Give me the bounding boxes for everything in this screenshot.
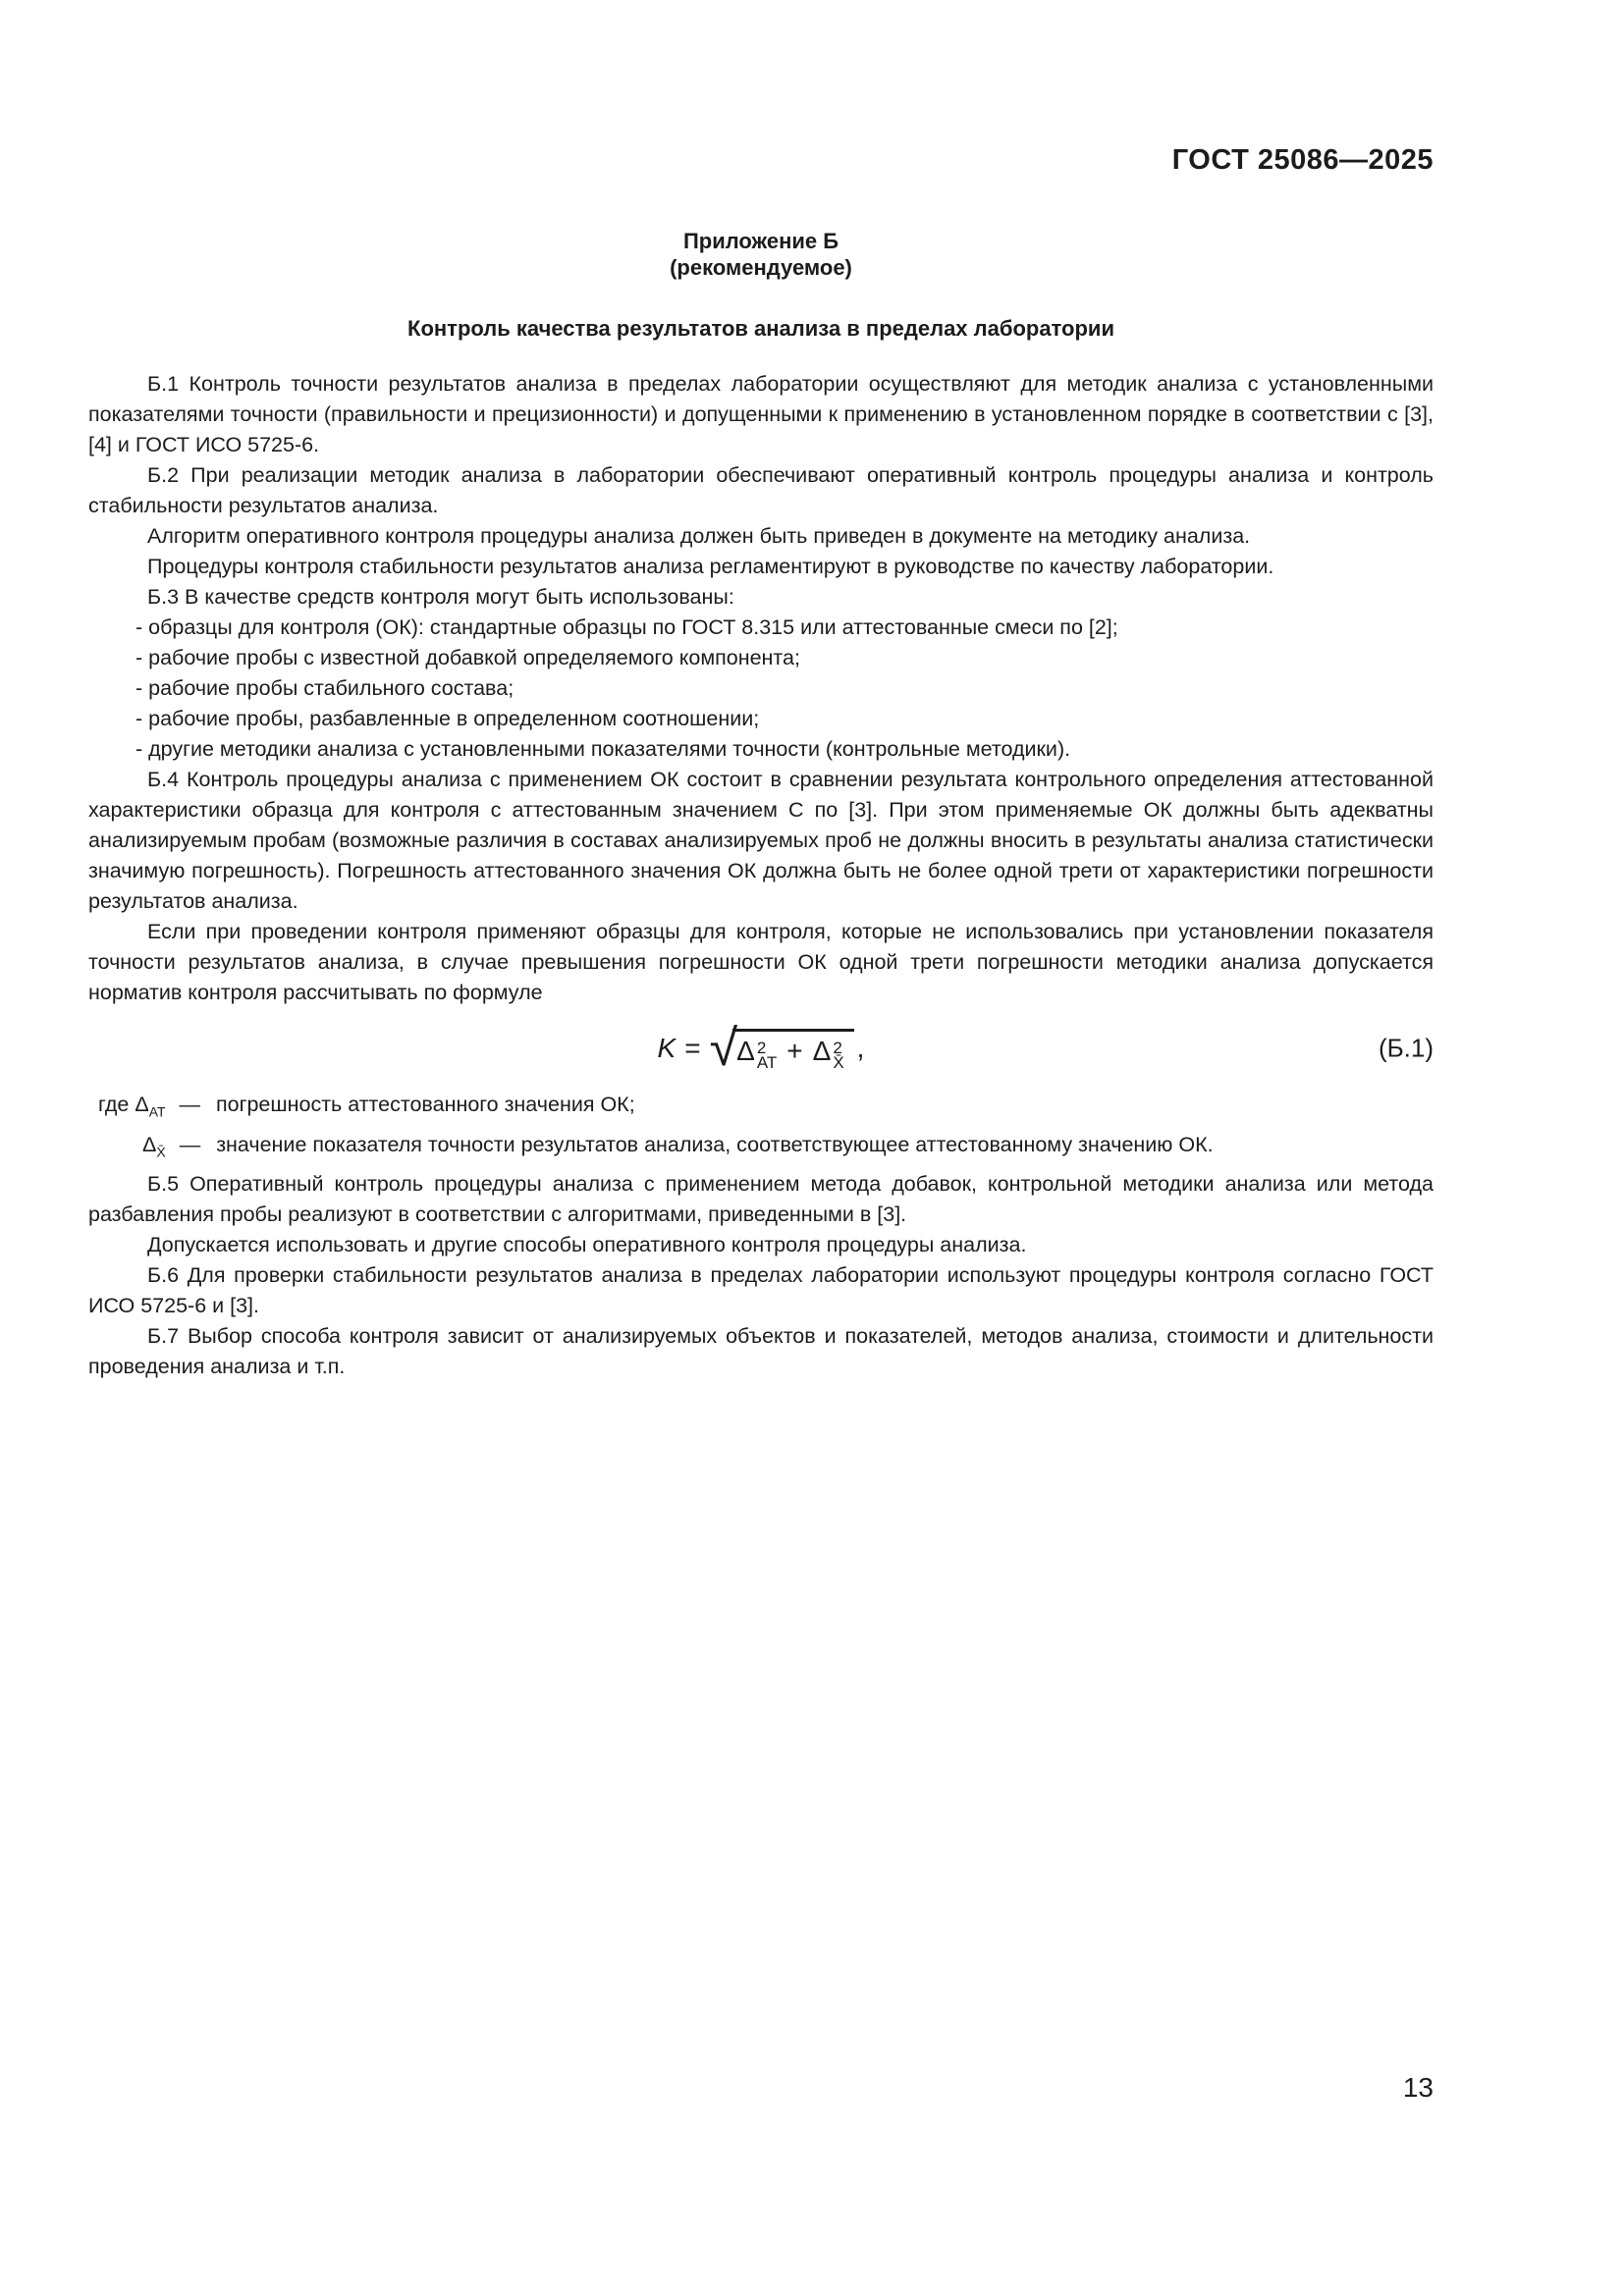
term-sup-sub	[833, 1038, 844, 1072]
list-item: - рабочие пробы стабильного состава;	[135, 676, 514, 700]
list-item: - образцы для контроля (ОК): стандартные образцы по ГОСТ 8.315 или аттестованные смеси по [2];	[135, 615, 1118, 639]
equals-sign: =	[684, 1032, 701, 1063]
paragraph-b1: Б.1 Контроль точности результатов анализа в пределах лаборатории осуществляют для методик анализа с установленными показателями точности (правильности и прецизионности) и допущенными к применению в установленном порядке в соответствии с [3], [4] и ГОСТ ИСО 5725-6.	[88, 372, 1434, 456]
definition-dash: —	[179, 1133, 201, 1157]
definition-text: погрешность аттестованного значения ОК;	[216, 1093, 635, 1116]
formula-comma: ,	[856, 1032, 865, 1063]
formula-number: (Б.1)	[1378, 1033, 1434, 1062]
definition-dash: —	[179, 1093, 201, 1116]
appendix-heading	[88, 228, 1434, 281]
paragraph-b5: Б.5 Оперативный контроль процедуры анализа с применением метода добавок, контрольной методики анализа или метода разбавления пробы реализуют в соответствии с алгоритмами, приведенными в [3].	[88, 1171, 1434, 1226]
radical-sign: √	[709, 1019, 738, 1077]
definition-text: значение показателя точности результатов анализа, соответствующее аттестованному значению ОК.	[216, 1133, 1214, 1157]
superscript-2: 2	[833, 1038, 842, 1057]
subscript-xbar: X̄	[156, 1144, 166, 1160]
appendix-label: Приложение Б	[682, 229, 839, 253]
definition-symbol	[135, 1093, 166, 1120]
paragraph-b3: Б.3 В качестве средств контроля могут быть использованы:	[147, 585, 734, 609]
superscript-2: 2	[756, 1038, 767, 1057]
page-number: 13	[1402, 2072, 1434, 2103]
square-root	[709, 1019, 854, 1077]
definition-line	[88, 1128, 1434, 1168]
delta-symbol: Δ	[812, 1035, 832, 1066]
radicand	[732, 1029, 854, 1072]
term-sup-sub	[756, 1038, 778, 1072]
body-text	[88, 369, 1434, 1382]
paragraph-algorithm: Алгоритм оперативного контроля процедуры анализа должен быть приведен в документе на методику анализа.	[147, 524, 1251, 548]
subscript-at: АТ	[756, 1052, 778, 1072]
formula-term-xbar	[812, 1035, 844, 1072]
formula-variable-k: K	[657, 1032, 677, 1063]
formula-block	[88, 1008, 1434, 1088]
running-header: ГОСТ 25086—2025	[1171, 144, 1434, 176]
appendix-type: (рекомендуемое)	[670, 255, 852, 280]
formula-term-at	[736, 1035, 778, 1072]
paragraph-b6: Б.6 Для проверки стабильности результатов анализа в пределах лаборатории используют процедуры контроля согласно ГОСТ ИСО 5725-6 и [3].	[88, 1262, 1434, 1317]
where-label: где	[98, 1093, 130, 1116]
subscript-at: АТ	[148, 1103, 166, 1120]
paragraph-b4: Б.4 Контроль процедуры анализа с применением ОК состоит в сравнении результата контрольного определения аттестованной характеристики образца для контроля с аттестованным значением С по [3]. При этом применяемые ОК должны быть адекватны анализируемым пробам (возможные различия в составах анализируемых проб не должны вносить в результаты анализа статистически значимую погрешность). Погрешность аттестованного значения ОК должна быть не более одной трети от характеристики погрешности результатов анализа.	[88, 768, 1434, 913]
paragraph-b7: Б.7 Выбор способа контроля зависит от анализируемых объектов и показателей, методов анализа, стоимости и длительности проведения анализа и т.п.	[88, 1323, 1434, 1378]
control-means-list	[88, 613, 1434, 765]
definition-line	[88, 1088, 1434, 1128]
paragraph-if-condition: Если при проведении контроля применяют образцы для контроля, которые не использовались при установлении показателя точности результатов анализа, в случае превышения погрешности ОК одной трети погрешности методики анализа допускается норматив контроля рассчитывать по формуле	[88, 920, 1434, 1004]
list-item: - рабочие пробы, разбавленные в определенном соотношении;	[135, 707, 760, 730]
delta-symbol: Δ	[135, 1093, 149, 1116]
plus-sign: +	[786, 1035, 803, 1066]
list-item: - другие методики анализа с установленными показателями точности (контрольные методики).	[135, 737, 1071, 761]
delta-symbol: Δ	[736, 1035, 755, 1066]
subscript-xbar: X̄	[833, 1052, 844, 1072]
list-item: - рабочие пробы с известной добавкой определяемого компонента;	[135, 646, 800, 669]
delta-symbol: Δ	[142, 1133, 157, 1157]
definition-symbol	[142, 1133, 166, 1160]
section-title: Контроль качества результатов анализа в пределах лаборатории	[407, 316, 1114, 341]
paragraph-b2: Б.2 При реализации методик анализа в лаборатории обеспечивают оперативный контроль процедуры анализа и контроль стабильности результатов анализа.	[88, 463, 1434, 517]
paragraph-allowed: Допускается использовать и другие способы оперативного контроля процедуры анализа.	[147, 1232, 1027, 1256]
paragraph-procedures: Процедуры контроля стабильности результатов анализа регламентируют в руководстве по качеству лаборатории.	[147, 555, 1274, 578]
formula-k-equation	[657, 1019, 865, 1077]
